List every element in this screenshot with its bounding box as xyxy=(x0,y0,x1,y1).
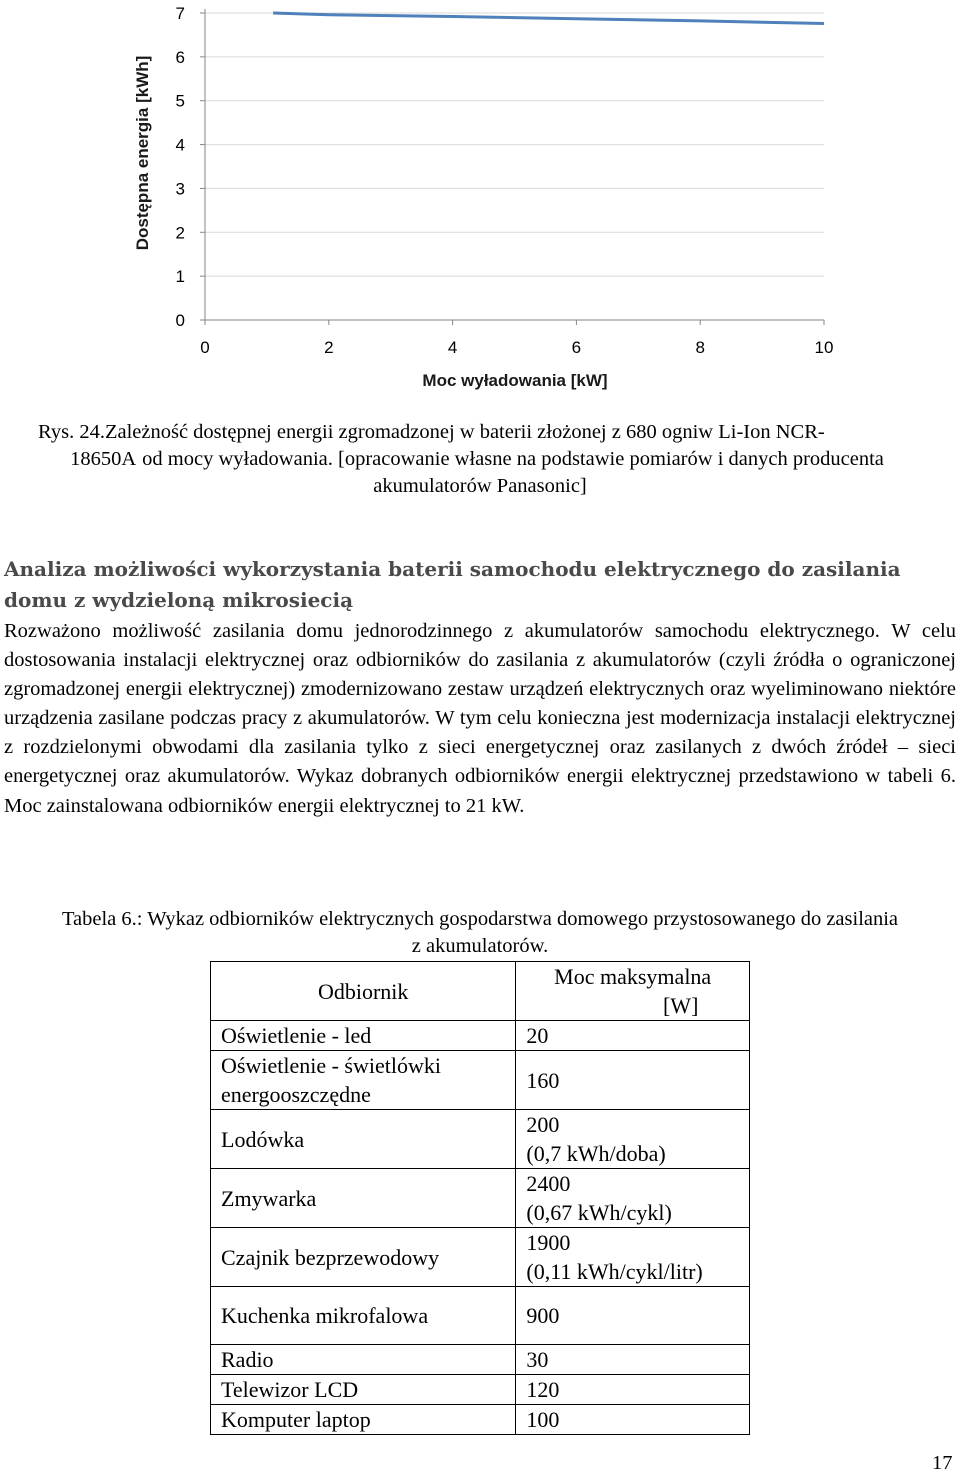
appliance-power-value: 2400 xyxy=(526,1171,571,1196)
chart-series xyxy=(273,13,824,24)
x-tick-label: 10 xyxy=(814,338,834,357)
header-max-power-label: Moc maksymalna xyxy=(554,964,712,989)
x-tick-label: 8 xyxy=(695,338,705,357)
y-axis-ticks xyxy=(176,4,205,330)
appliance-power: 120 xyxy=(516,1375,750,1405)
section-heading: Analiza możliwości wykorzystania baterii samochodu elektrycznego do zasilania domu z wydzieloną mikrosiecią xyxy=(4,557,901,612)
table-caption xyxy=(0,906,960,960)
appliance-power: 160 xyxy=(516,1051,750,1110)
table-row xyxy=(211,1051,750,1110)
figure-caption-cell-type: 18650A xyxy=(70,448,137,470)
table-row xyxy=(211,1345,750,1375)
x-axis-ticks xyxy=(200,320,833,357)
figure-caption-line-2-rest: od mocy wyładowania. [opracowanie własne na podstawie pomiarów i danych producenta xyxy=(142,448,884,470)
y-tick-label: 3 xyxy=(175,179,185,199)
x-axis-title: Moc wyładowania [kW] xyxy=(422,371,608,390)
appliance-name-line-1: Oświetlenie - świetlówki xyxy=(221,1053,441,1078)
y-tick-label: 2 xyxy=(175,223,185,243)
appliance-energy-note: (0,11 kWh/cykl/litr) xyxy=(526,1259,703,1284)
y-tick-label: 6 xyxy=(175,47,185,67)
appliance-name: Lodówka xyxy=(211,1110,516,1169)
appliance-power-value: 200 xyxy=(526,1112,560,1137)
header-max-power-unit: [W] xyxy=(662,993,699,1018)
x-tick-label: 2 xyxy=(324,338,334,357)
table-row xyxy=(211,1287,750,1345)
appliance-power-value: 1900 xyxy=(526,1230,571,1255)
appliance-energy-note: (0,67 kWh/cykl) xyxy=(526,1200,672,1225)
y-tick-label: 0 xyxy=(175,311,185,330)
y-axis-title: Dostępna energia [kWh] xyxy=(133,55,152,251)
table-row xyxy=(211,1375,750,1405)
y-tick-label: 5 xyxy=(175,91,185,111)
x-tick-label: 4 xyxy=(447,338,458,357)
appliance-power xyxy=(516,1110,750,1169)
figure-caption-line-2 xyxy=(0,446,960,473)
appliance-name: Oświetlenie - led xyxy=(211,1021,516,1051)
appliance-energy-note: (0,7 kWh/doba) xyxy=(526,1141,666,1166)
appliance-power xyxy=(516,1169,750,1228)
table-row xyxy=(211,1228,750,1287)
appliance-name: Zmywarka xyxy=(211,1169,516,1228)
appliance-name: Telewizor LCD xyxy=(211,1375,516,1405)
y-tick-label: 1 xyxy=(175,267,185,287)
chart-axes xyxy=(205,9,824,320)
appliance-power: 900 xyxy=(516,1287,750,1345)
chart-gridlines xyxy=(205,13,824,276)
appliance-name: Komputer laptop xyxy=(211,1405,516,1435)
appliance-power: 100 xyxy=(516,1405,750,1435)
body-paragraph: Rozważono możliwość zasilania domu jednorodzinnego z akumulatorów samochodu elektrycznego. W celu dostosowania instalacji elektrycznej oraz odbiorników do zasilania z akumulatorów (czyli źródła o ograniczonej zgromadzonej energii elektrycznej) zmodernizowano zestaw urządzeń elektrycznych oraz wyeliminowano niektóre urządzenia zasilane podczas pracy z akumulatorów. W tym celu konieczna jest modernizacja instalacji elektrycznej z rozdzielonymi obwodami dla zasilania tylko z sieci energetycznej oraz zasilanych z dwóch źródeł – sieci energetycznej oraz akumulatorów. Wykaz dobranych odbiorników energii elektrycznej przedstawiono w tabeli 6. Moc zainstalowana odbiorników energii elektrycznej to 21 kW. xyxy=(4,620,956,817)
table-row xyxy=(211,1169,750,1228)
appliance-name: Czajnik bezprzewodowy xyxy=(211,1228,516,1287)
table-caption-line-2: z akumulatorów. xyxy=(411,935,549,957)
table-row xyxy=(211,1021,750,1051)
appliance-name-line-2: energooszczędne xyxy=(221,1082,371,1107)
table-row xyxy=(211,1110,750,1169)
appliance-power xyxy=(516,1228,750,1287)
page-number: 17 xyxy=(932,1452,953,1474)
header-appliance: Odbiornik xyxy=(211,962,516,1021)
series-line xyxy=(273,13,824,24)
energy-vs-power-chart xyxy=(0,0,960,400)
header-max-power xyxy=(516,962,750,1021)
table-header-row xyxy=(211,962,750,1021)
table-row xyxy=(211,1405,750,1435)
appliance-name: Radio xyxy=(211,1345,516,1375)
y-tick-label: 4 xyxy=(175,135,185,155)
table-caption-line-1: Tabela 6.: Wykaz odbiorników elektrycznych gospodarstwa domowego przystosowanego do zasilania xyxy=(61,908,899,930)
x-tick-label: 0 xyxy=(200,338,210,357)
appliance-table xyxy=(210,961,750,1435)
appliance-power: 30 xyxy=(516,1345,750,1375)
appliance-name xyxy=(211,1051,516,1110)
appliance-name: Kuchenka mikrofalowa xyxy=(211,1287,516,1345)
figure-caption-line-3: akumulatorów Panasonic] xyxy=(373,475,587,497)
figure-caption-line-1: Rys. 24.Zależność dostępnej energii zgromadzonej w baterii złożonej z 680 ogniw Li-Ion NCR- xyxy=(38,421,825,443)
y-tick-label: 7 xyxy=(175,4,185,23)
x-tick-label: 6 xyxy=(571,338,582,357)
appliance-power: 20 xyxy=(516,1021,750,1051)
